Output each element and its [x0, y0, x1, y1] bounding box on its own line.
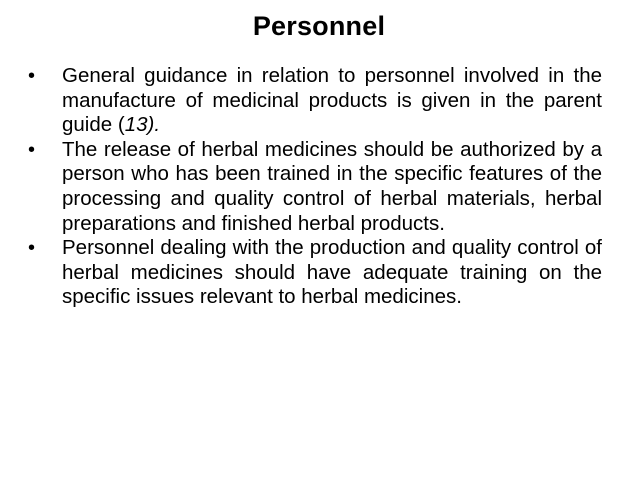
bullet-text-2: The release of herbal medicines should be authorized by a person who has been trained in the specific features of the processing and quality control of herbal materials, herbal preparations and finished herbal products.: [62, 137, 602, 235]
bullet-dot-icon: •: [28, 237, 36, 260]
bullet-item-3: [24, 236, 602, 310]
bullet-item-1: [24, 64, 602, 138]
bullet-dot-icon: •: [28, 138, 36, 161]
bullet-text-1: General guidance in relation to personnel involved in the manufacture of medicinal products is given in the parent guide (: [62, 64, 602, 137]
slide-title: Personnel: [252, 11, 386, 41]
bullet-item-2: [24, 138, 602, 236]
bullet-list: [24, 64, 602, 310]
citation-ref: 13).: [124, 113, 161, 137]
bullet-text-3: Personnel dealing with the production and quality control of herbal medicines should have adequate training on the specific issues relevant to herbal medicines.: [62, 236, 602, 309]
bullet-dot-icon: •: [28, 65, 36, 87]
